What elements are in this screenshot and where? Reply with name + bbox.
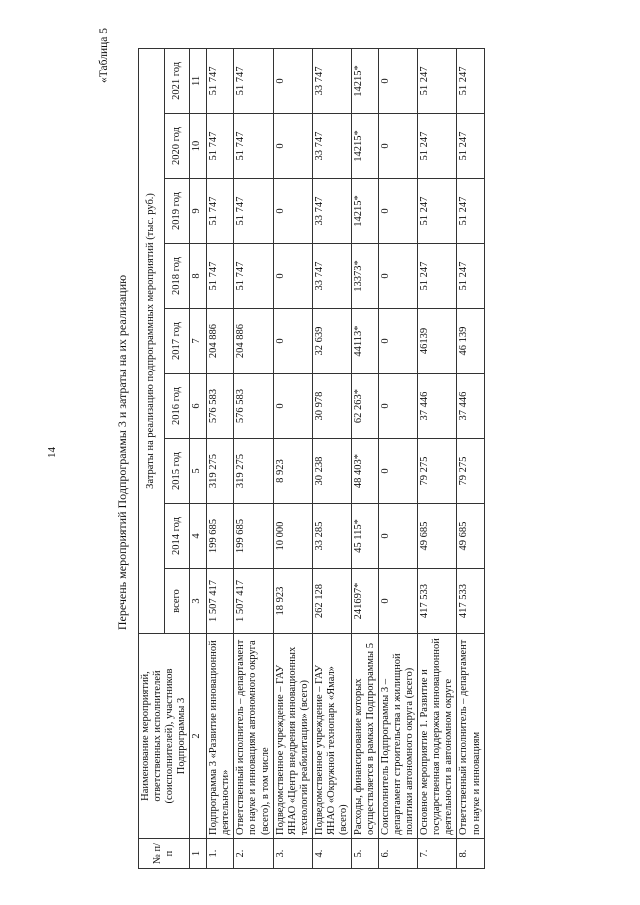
row-year-value: 51 247	[418, 244, 457, 309]
header-year: 2015 год	[164, 439, 190, 504]
row-total: 417 533	[457, 569, 484, 634]
row-number: 2.	[234, 839, 273, 869]
header-year: 2017 год	[164, 309, 190, 374]
column-index: 7	[190, 309, 207, 374]
row-year-value: 0	[379, 114, 418, 179]
row-year-value: 0	[273, 48, 312, 113]
row-year-value: 0	[379, 48, 418, 113]
row-total: 1 507 417	[234, 569, 273, 634]
row-year-value: 0	[273, 244, 312, 309]
row-year-value: 33 747	[312, 48, 351, 113]
page-number: 14	[46, 447, 58, 458]
table-row	[207, 48, 234, 868]
table-row	[457, 48, 484, 868]
column-index: 5	[190, 439, 207, 504]
header-year: 2019 год	[164, 179, 190, 244]
row-year-value: 204 886	[207, 309, 234, 374]
column-index: 9	[190, 179, 207, 244]
header-name: Наименование мероприятий, ответственных исполнителей (соисполнителей), участников Подпрограммы 3	[139, 634, 190, 839]
row-year-value: 51 247	[457, 244, 484, 309]
row-year-value: 8 923	[273, 439, 312, 504]
table-row	[418, 48, 457, 868]
row-year-value: 14215*	[351, 48, 378, 113]
row-year-value: 33 747	[312, 244, 351, 309]
row-number: 5.	[351, 839, 378, 869]
row-year-value: 46139	[418, 309, 457, 374]
table-row	[351, 48, 378, 868]
row-year-value: 51 247	[418, 179, 457, 244]
row-year-value: 14215*	[351, 114, 378, 179]
row-year-value: 0	[379, 504, 418, 569]
row-year-value: 33 747	[312, 179, 351, 244]
row-total: 417 533	[418, 569, 457, 634]
row-number: 4.	[312, 839, 351, 869]
column-index: 8	[190, 244, 207, 309]
row-year-value: 51 247	[457, 114, 484, 179]
row-year-value: 51 247	[418, 48, 457, 113]
row-total: 0	[379, 569, 418, 634]
row-year-value: 576 583	[207, 374, 234, 439]
row-name: Подведомственное учреждение – ГАУ ЯНАО «Окружной технопарк «Ямал» (всего)	[312, 634, 351, 839]
column-index: 11	[190, 48, 207, 113]
row-year-value: 51 747	[234, 244, 273, 309]
row-year-value: 0	[273, 114, 312, 179]
header-num: № п/п	[139, 839, 190, 869]
row-year-value: 0	[379, 309, 418, 374]
row-year-value: 0	[379, 179, 418, 244]
table-label: «Таблица 5	[98, 28, 110, 83]
row-year-value: 32 639	[312, 309, 351, 374]
header-year: 2021 год	[164, 48, 190, 113]
row-year-value: 62 263*	[351, 374, 378, 439]
row-year-value: 30 238	[312, 439, 351, 504]
row-year-value: 37 446	[418, 374, 457, 439]
row-name: Ответственный исполнитель – департамент по науке и инновациям	[457, 634, 484, 839]
row-number: 1.	[207, 839, 234, 869]
row-year-value: 44113*	[351, 309, 378, 374]
row-year-value: 0	[379, 439, 418, 504]
row-year-value: 51 747	[207, 114, 234, 179]
row-year-value: 199 685	[207, 504, 234, 569]
row-year-value: 13373*	[351, 244, 378, 309]
row-number: 8.	[457, 839, 484, 869]
row-year-value: 10 000	[273, 504, 312, 569]
row-year-value: 204 886	[234, 309, 273, 374]
row-year-value: 79 275	[457, 439, 484, 504]
row-name: Подпрограмма 3 «Развитие инновационной деятельности»	[207, 634, 234, 839]
row-year-value: 30 978	[312, 374, 351, 439]
row-year-value: 37 446	[457, 374, 484, 439]
row-year-value: 0	[273, 179, 312, 244]
row-year-value: 48 403*	[351, 439, 378, 504]
header-row-top	[139, 48, 165, 868]
row-year-value: 33 285	[312, 504, 351, 569]
column-index: 3	[190, 569, 207, 634]
column-index-row	[190, 48, 207, 868]
row-year-value: 51 747	[207, 179, 234, 244]
row-year-value: 0	[273, 309, 312, 374]
row-total: 262 128	[312, 569, 351, 634]
header-year: 2020 год	[164, 114, 190, 179]
document-title: Перечень мероприятий Подпрограммы 3 и затраты на их реализацию	[115, 274, 129, 631]
row-number: 3.	[273, 839, 312, 869]
table-row	[379, 48, 418, 868]
row-name: Ответственный исполнитель – департамент по науке и инновациям автономного округа (всего), в том числе	[234, 634, 273, 839]
table-row	[273, 48, 312, 868]
table-row	[234, 48, 273, 868]
row-name: Соисполнитель Подпрограммы 3 – департамент строительства и жилищной политики автономного округа (всего)	[379, 634, 418, 839]
header-year: 2016 год	[164, 374, 190, 439]
row-year-value: 49 685	[418, 504, 457, 569]
row-year-value: 0	[379, 244, 418, 309]
row-year-value: 51 747	[234, 179, 273, 244]
row-year-value: 51 247	[457, 48, 484, 113]
row-number: 7.	[418, 839, 457, 869]
header-costs: Затраты на реализацию подпрограммных мероприятий (тыс. руб.)	[139, 48, 165, 633]
row-total: 1 507 417	[207, 569, 234, 634]
row-year-value: 45 115*	[351, 504, 378, 569]
column-index: 2	[190, 634, 207, 839]
row-number: 6.	[379, 839, 418, 869]
row-year-value: 51 747	[207, 244, 234, 309]
row-year-value: 51 747	[207, 48, 234, 113]
expenditure-table	[138, 48, 485, 869]
row-year-value: 0	[379, 374, 418, 439]
column-index: 4	[190, 504, 207, 569]
row-year-value: 0	[273, 374, 312, 439]
row-year-value: 576 583	[234, 374, 273, 439]
row-name: Подведомственное учреждение – ГАУ ЯНАО «Центр внедрения инновационных технологий реабилитации» (всего)	[273, 634, 312, 839]
row-year-value: 319 275	[234, 439, 273, 504]
row-name: Основное мероприятие 1. Развитие и государственная поддержка инновационной деятельности в автономном округе	[418, 634, 457, 839]
column-index: 10	[190, 114, 207, 179]
row-year-value: 51 747	[234, 114, 273, 179]
header-year: 2018 год	[164, 244, 190, 309]
row-year-value: 51 747	[234, 48, 273, 113]
row-year-value: 46 139	[457, 309, 484, 374]
row-year-value: 51 247	[418, 114, 457, 179]
row-year-value: 319 275	[207, 439, 234, 504]
row-year-value: 14215*	[351, 179, 378, 244]
column-index: 6	[190, 374, 207, 439]
row-total: 18 923	[273, 569, 312, 634]
row-year-value: 79 275	[418, 439, 457, 504]
header-total: всего	[164, 569, 190, 634]
row-year-value: 33 747	[312, 114, 351, 179]
table-row	[312, 48, 351, 868]
column-index: 1	[190, 839, 207, 869]
row-year-value: 199 685	[234, 504, 273, 569]
row-total: 241697*	[351, 569, 378, 634]
row-year-value: 51 247	[457, 179, 484, 244]
row-name: Расходы, финансирование которых осуществляется в рамках Подпрограммы 5	[351, 634, 378, 839]
row-year-value: 49 685	[457, 504, 484, 569]
header-year: 2014 год	[164, 504, 190, 569]
